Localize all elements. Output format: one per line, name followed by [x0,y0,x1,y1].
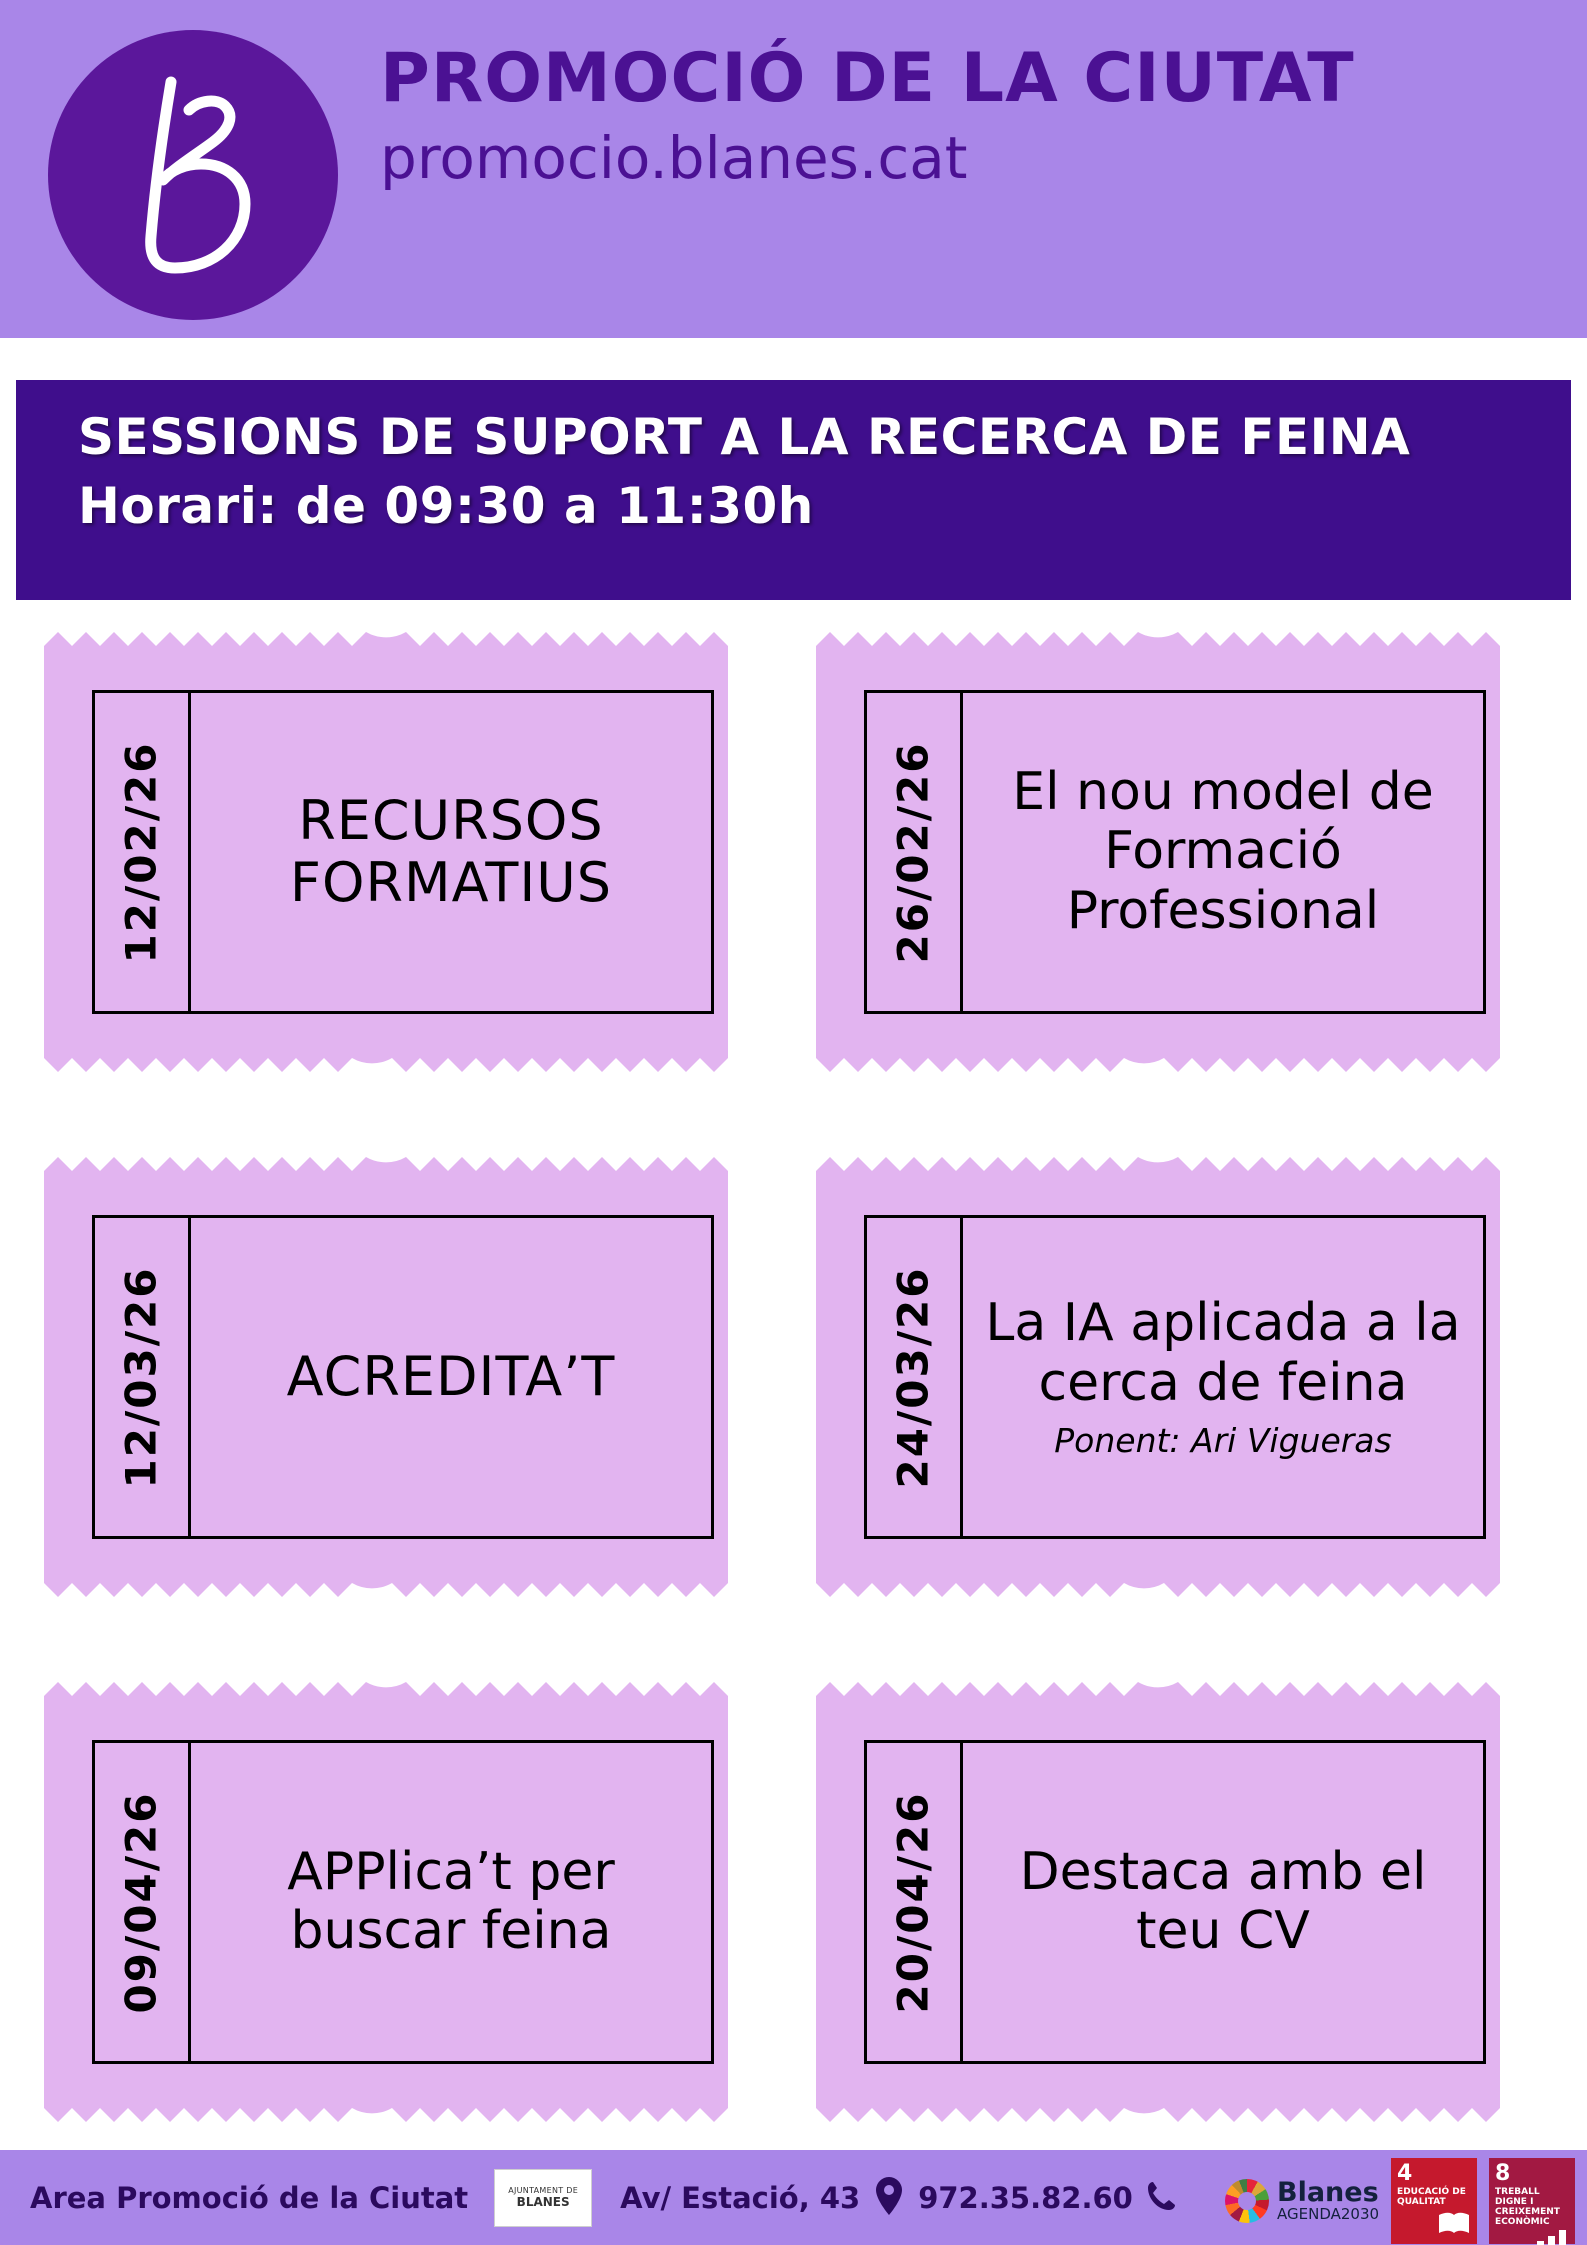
sdg-color-wheel-icon [1225,2179,1269,2223]
ticket-card [816,632,1528,1072]
sdg-tile-number: 4 [1397,2161,1413,2186]
ticket-card [816,1157,1528,1597]
ticket-shape [816,1157,1528,1597]
sdg-tile-label: TREBALL DIGNE I CREIXEMENT ECONÒMIC [1495,2187,1560,2228]
ticket-inner-frame [864,1215,1486,1539]
sdg-tile-8 [1489,2158,1575,2244]
ticket-shape [44,632,756,1072]
ticket-title: RECURSOS FORMATIUS [289,789,613,914]
ticket-grid [44,632,1544,2122]
ticket-date [867,693,963,1011]
shield-top-text: AJUNTAMENT DE [508,2186,579,2195]
footer-phone: 972.35.82.60 [918,2180,1133,2215]
ticket-date [95,1218,191,1536]
phone-icon [1147,2180,1177,2216]
ticket-card [44,632,756,1072]
ticket-inner-frame [864,1740,1486,2064]
sdg-tile-4 [1391,2158,1477,2244]
ticket-shape [44,1157,756,1597]
ticket-shape [44,1682,756,2122]
ticket-date-text: 09/04/26 [117,1790,166,2014]
session-title-bar [16,380,1571,600]
ajuntament-blanes-logo-icon [494,2169,592,2227]
ticket-date-text: 20/04/26 [889,1790,938,2014]
sdg-logo-block [1225,2158,1575,2244]
open-book-icon [1437,2211,1471,2239]
ticket-date [867,1743,963,2061]
ticket-body [963,693,1483,1011]
ticket-card [816,1682,1528,2122]
growth-chart-icon [1535,2227,1569,2245]
page-title: PROMOCIÓ DE LA CIUTAT [380,39,1355,118]
ticket-title: La IA aplicada a la cerca de feina [985,1293,1461,1413]
ticket-title: APPlica’t per buscar feina [287,1841,615,1961]
footer-address: Av/ Estació, 43 [620,2180,861,2215]
ticket-inner-frame [92,1740,714,2064]
ticket-inner-frame [92,690,714,1014]
session-schedule: Horari: de 09:30 a 11:30h [78,476,814,535]
ticket-inner-frame [864,690,1486,1014]
ticket-date-text: 24/03/26 [889,1265,938,1489]
sdg-brand-name: Blanes [1277,2177,1379,2209]
ticket-inner-frame [92,1215,714,1539]
ticket-body [191,1743,711,2061]
sdg-tile-label: EDUCACIÓ DE QUALITAT [1397,2187,1466,2208]
session-title: SESSIONS DE SUPORT A LA RECERCA DE FEINA [78,408,1411,466]
ticket-body [963,1218,1483,1536]
ticket-title: ACREDITA’T [286,1345,616,1409]
sdg-brand-label [1277,2179,1379,2223]
ticket-title: Destaca amb el teu CV [1019,1841,1427,1961]
ticket-card [44,1157,756,1597]
poster-header [0,0,1587,338]
ticket-date-text: 12/02/26 [117,740,166,964]
ticket-date-text: 12/03/26 [117,1265,166,1489]
footer-area-label: Area Promoció de la Ciutat [30,2180,469,2215]
ticket-speaker: Ponent: Ari Vigueras [1054,1420,1392,1460]
sdg-agenda-name: AGENDA2030 [1277,2205,1380,2224]
sdg-tile-number: 8 [1495,2161,1511,2186]
ticket-card [44,1682,756,2122]
ticket-date-text: 26/02/26 [889,740,938,964]
ticket-body [191,693,711,1011]
ticket-body [191,1218,711,1536]
location-pin-icon [876,2177,902,2219]
ticket-date [95,693,191,1011]
shield-bottom-text: BLANES [516,2195,570,2209]
ticket-shape [816,1682,1528,2122]
ticket-date [867,1218,963,1536]
header-text-block [380,39,1530,193]
ticket-title: El nou model de Formació Professional [1012,762,1434,941]
ticket-shape [816,632,1528,1072]
ticket-date [95,1743,191,2061]
ticket-body [963,1743,1483,2061]
blanes-b-logo-icon [48,30,338,320]
website-url: promocio.blanes.cat [380,124,968,193]
